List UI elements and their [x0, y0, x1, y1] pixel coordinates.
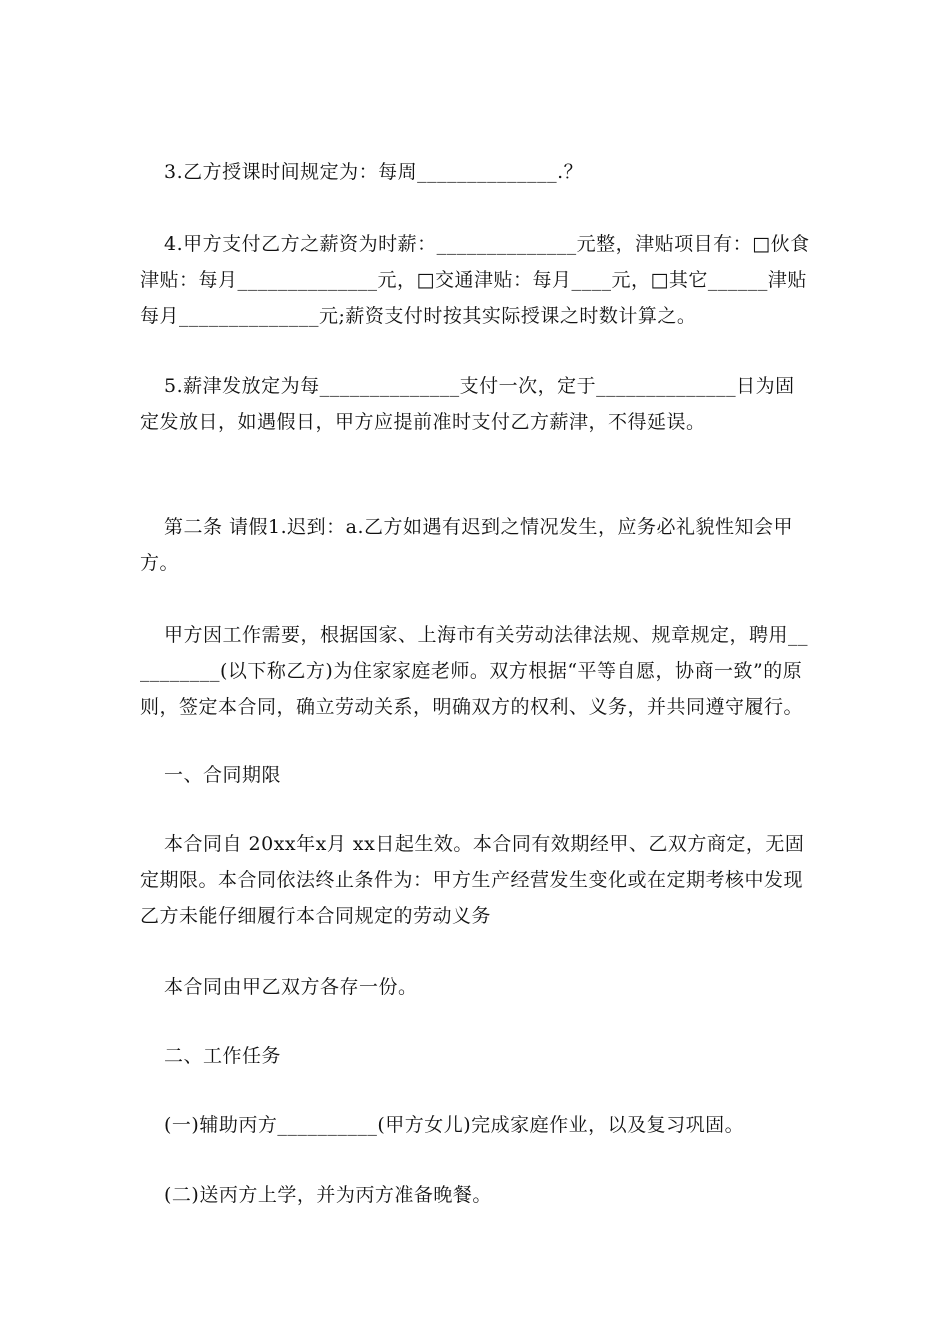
paragraph-salary: 4.甲方支付乙方之薪资为时薪：______________元整，津贴项目有：□伙食津贴：每月______________元，□交通津贴：每月____元，□其它______津贴每月______________元;薪资支付时按其实际授课之时数计算之。: [140, 233, 810, 327]
paragraph-teaching-time: 3.乙方授课时间规定为：每周______________.？: [164, 161, 584, 183]
paragraph-task-school: (二)送丙方上学，并为丙方准备晚餐。: [164, 1184, 492, 1206]
paragraph-preamble: 甲方因工作需要，根据国家、上海市有关劳动法律法规、规章规定，聘用__________(以下称乙方)为住家家庭老师。双方根据“平等自愿，协商一致”的原则，签定本合同，确立劳动关系，明确双方的权利、义务，并共同遵守履行。: [140, 624, 809, 718]
paragraph-payday: 5.薪津发放定为每______________支付一次，定于______________日为固定发放日，如遇假日，甲方应提前准时支付乙方薪津，不得延误。: [140, 375, 795, 433]
section-heading-term: 一、合同期限: [164, 764, 282, 786]
paragraph-term: 本合同自 20xx年x月 xx日起生效。本合同有效期经甲、乙双方商定，无固定期限。本合同依法终止条件为：甲方生产经营发生变化或在定期考核中发现乙方未能仔细履行本合同规定的劳动义务: [140, 833, 805, 927]
paragraph-leave: 第二条 请假1.迟到：a.乙方如遇有迟到之情况发生，应务必礼貌性知会甲方。: [140, 516, 794, 574]
paragraph-task-homework: (一)辅助丙方__________(甲方女儿)完成家庭作业，以及复习巩固。: [164, 1114, 745, 1136]
paragraph-copies: 本合同由甲乙双方各存一份。: [164, 976, 418, 998]
section-heading-tasks: 二、工作任务: [164, 1045, 282, 1067]
